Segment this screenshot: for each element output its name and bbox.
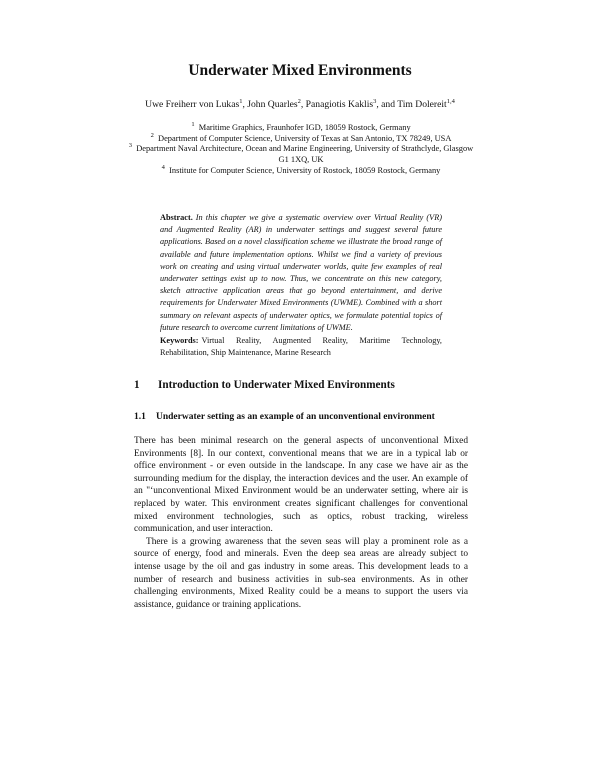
- affiliation-number: 1: [191, 121, 195, 129]
- affiliation: [128, 144, 474, 165]
- body-text: [134, 435, 468, 611]
- subsection-number: 1.1: [134, 412, 146, 422]
- affiliation: [128, 131, 474, 145]
- author-name: John Quarles: [247, 99, 298, 110]
- abstract-text: In this chapter we give a systematic overview over Virtual Reality (VR) and Augmented Reality (AR) in underwater settings and suggest several future applications. Based on a novel classification scheme we illustrate the broad range of available and future implementation options. Whilst we find a variety of previous work on creating and using virtual underwater worlds, quite few examples of real underwater settings exist up to now. Thus, we concentrate on this new category, sketch attractive application areas that go beyond entertainment, and derive requirements for Underwater Mixed Environments (UWME). Combined with a short summary on relevant aspects of underwater optics, we formulate potential topics of future research to overcome current limitations of UWME.: [160, 213, 442, 332]
- affiliation: [128, 166, 474, 177]
- affiliation-list: [128, 123, 474, 177]
- author-separator: , and: [376, 99, 398, 110]
- abstract-label: Abstract.: [160, 213, 193, 222]
- affiliation-number: 3: [128, 142, 133, 150]
- affiliation-text: Department of Computer Science, University of Texas at San Antonio, TX 78249, USA: [158, 133, 452, 143]
- affiliation-text: Maritime Graphics, Fraunhofer IGD, 18059 Rostock, Germany: [198, 123, 411, 132]
- author-affiliation-marker: 1: [239, 97, 243, 105]
- affiliation: [128, 123, 474, 134]
- author-affiliation-marker: 1,4: [446, 97, 455, 105]
- author-affiliation-marker: 3: [373, 97, 377, 105]
- keywords: [160, 335, 442, 359]
- author-name: Panagiotis Kaklis: [305, 99, 374, 110]
- keywords-label: Keywords:: [160, 336, 199, 345]
- paper-title: Underwater Mixed Environments: [188, 62, 412, 79]
- paragraph: There is a growing awareness that the seven seas will play a prominent role as a source of energy, food and minerals. Even the deep sea areas are already subject to intense usage by the oil and gas industry in some areas. This development leads to a number of research and business activities in sub-sea environments. As in other challenging environments, Mixed Reality could be a means to support the users via assistance, guidance or training applications.: [134, 536, 468, 610]
- affiliation-text: Department Naval Architecture, Ocean and Marine Engineering, University of Strathclyde, Glasgow G1 1XQ, UK: [136, 144, 474, 165]
- author-affiliation-marker: 2: [297, 97, 301, 105]
- author-separator: ,: [300, 99, 306, 110]
- author-name: Tim Dolereit: [397, 99, 447, 110]
- affiliation-number: 4: [161, 164, 165, 172]
- affiliation-text: Institute for Computer Science, University of Rostock, 18059 Rostock, Germany: [169, 165, 441, 175]
- section-title: Introduction to Underwater Mixed Environments: [158, 379, 395, 391]
- paragraph: There has been minimal research on the general aspects of unconventional Mixed Environments [8]. In our context, conventional means that we are in a typical lab or office environment - or even outside in the landscape. In any case we have air as the surrounding medium for the display, the interaction devices and the user. An example of an "‘unconventional Mixed Environment would be an underwater setting, where air is replaced by water. This environment creates significant challenges for conventional mixed environment technologies, such as optics, robust tracking, wireless communication, and user interaction.: [134, 436, 468, 535]
- keywords-text: Virtual Reality, Augmented Reality, Maritime Technology, Rehabilitation, Ship Maintenance, Marine Research: [160, 336, 442, 358]
- abstract: [160, 212, 442, 334]
- section-number: 1: [134, 379, 140, 391]
- affiliation-number: 2: [150, 131, 154, 139]
- subsection-heading: [134, 412, 435, 422]
- section-heading: [134, 379, 395, 391]
- author-list: [0, 99, 600, 110]
- author-name: Uwe Freiherr von Lukas: [145, 99, 240, 110]
- subsection-title: Underwater setting as an example of an unconventional environment: [156, 412, 435, 422]
- author-separator: ,: [242, 99, 248, 110]
